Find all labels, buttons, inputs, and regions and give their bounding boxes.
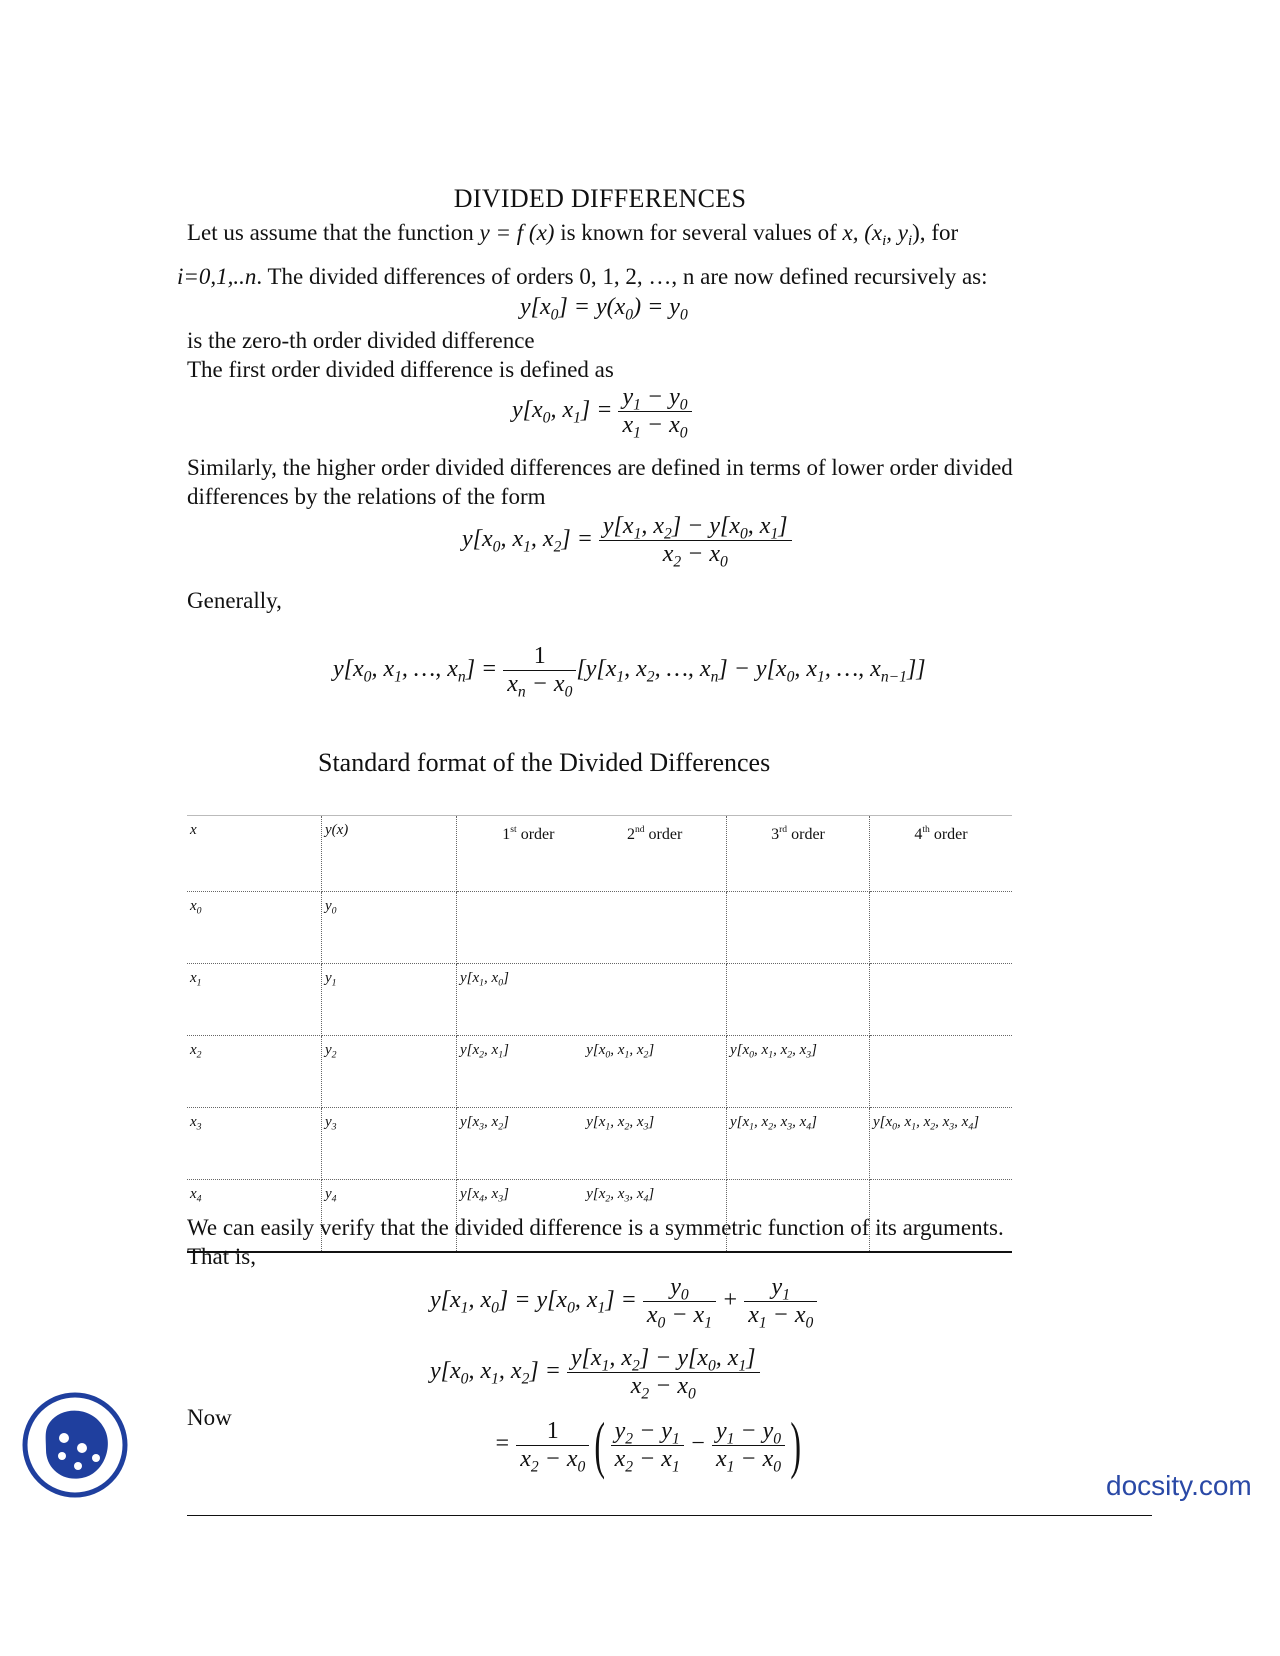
divided-differences-table xyxy=(187,815,1012,1253)
generally-label: Generally, xyxy=(187,588,282,613)
page-title: DIVIDED DIFFERENCES xyxy=(453,184,747,213)
footer-divider xyxy=(187,1515,1152,1516)
header-4th: 4th order xyxy=(870,816,1013,892)
equation-symmetric-2: $y[x_0$, $x_1$, $x_2$] = $\frac{y[x_1, x_2] - y[x_0, x_1]}{x_2 - x_0}$ xyxy=(430,1345,760,1400)
equation-first-order: $y[x_0$, $x_1$] = $\frac{y_1 - y_0}{x_1 - x_0}$ xyxy=(512,384,692,439)
table-row: $x_0$ $y_0$ xyxy=(187,892,1012,964)
equation-zero-order: $y[x_0] = y(x_0) = y_0$ xyxy=(520,294,688,324)
symmetric-text-2: That is, xyxy=(187,1244,256,1269)
zero-order-label: is the zero-th order divided difference xyxy=(187,328,535,353)
docsity-brand-link[interactable]: docsity.com xyxy=(1106,1470,1252,1501)
table-row: $x_3$ $y_3$ $y[x_3$, $x_2$] $y[x_1$, $x_2$, $x_3$] $y[x_1$, $x_2$, $x_3$, $x_4$] $y[x_0$, $x_1$, $x_2$, $x_3$, $x_4$] xyxy=(187,1108,1012,1180)
table-row: $x_2$ $y_2$ $y[x_2$, $x_1$] $y[x_0$, $x_1$, $x_2$] $y[x_0$, $x_1$, $x_2$, $x_3$] xyxy=(187,1036,1012,1108)
header-3rd: 3rd order xyxy=(727,816,870,892)
header-x: x xyxy=(187,816,322,892)
equation-symmetric-3: = $\frac{1}{x_2 - x_0}$ ( $\frac{y_2 - y_1}{x_2 - x_1}$ − $\frac{y_1 - y_0}{x_1 - x_0}$ ) xyxy=(494,1409,802,1480)
first-order-label: The first order divided difference is defined as xyxy=(187,357,614,382)
table-row: $x_4$ $y_4$ $y[x_4$, $x_3$] $y[x_2$, $x_3$, $x_4$] xyxy=(187,1180,1012,1253)
table-row: $x_1$ $y_1$ $y[x_1$, $x_0$] xyxy=(187,964,1012,1036)
symmetric-text-1: We can easily verify that the divided difference is a symmetric function of its arguments. xyxy=(187,1215,1004,1240)
table-header-row xyxy=(187,816,1012,892)
equation-second-order: $y[x_0$, $x_1$, $x_2$] = $\frac{y[x_1, x_2] - y[x_0, x_1]}{x_2 - x_0}$ xyxy=(462,513,792,568)
higher-order-text-1: Similarly, the higher order divided differences are defined in terms of lower order divided xyxy=(187,455,1013,480)
equation-symmetric-1: $y[x_1$, $x_0] = y[x_0$, $x_1$] = $\frac{y_0}{x_0 - x_1}$ + $\frac{y_1}{x_1 - x_0}$ xyxy=(430,1274,817,1329)
header-yx: y(x) xyxy=(322,816,457,892)
docsity-logo-icon xyxy=(22,1392,128,1498)
equation-general: $y[x_0$, $x_1$, …, $x_n$] = $\frac{1}{x_n - x_0}$ [$y[x_1$, $x_2$, …, $x_n] - y[x_0$, $x_1$, …, $x_{n-1}$]] xyxy=(333,643,926,701)
table-title: Standard format of the Divided Differences xyxy=(318,748,771,777)
header-1st-2nd: 1st order 2nd order xyxy=(457,816,727,892)
now-label: Now xyxy=(187,1405,232,1430)
intro-line-1: Let us assume that the function y = f (x) is known for several values of x, ($x_i$, $y_i$), for xyxy=(187,220,959,250)
intro-line-2: i=0,1,..n. The divided differences of orders 0, 1, 2, …, n are now defined recursively as: xyxy=(177,264,988,289)
higher-order-text-2: differences by the relations of the form xyxy=(187,484,546,509)
